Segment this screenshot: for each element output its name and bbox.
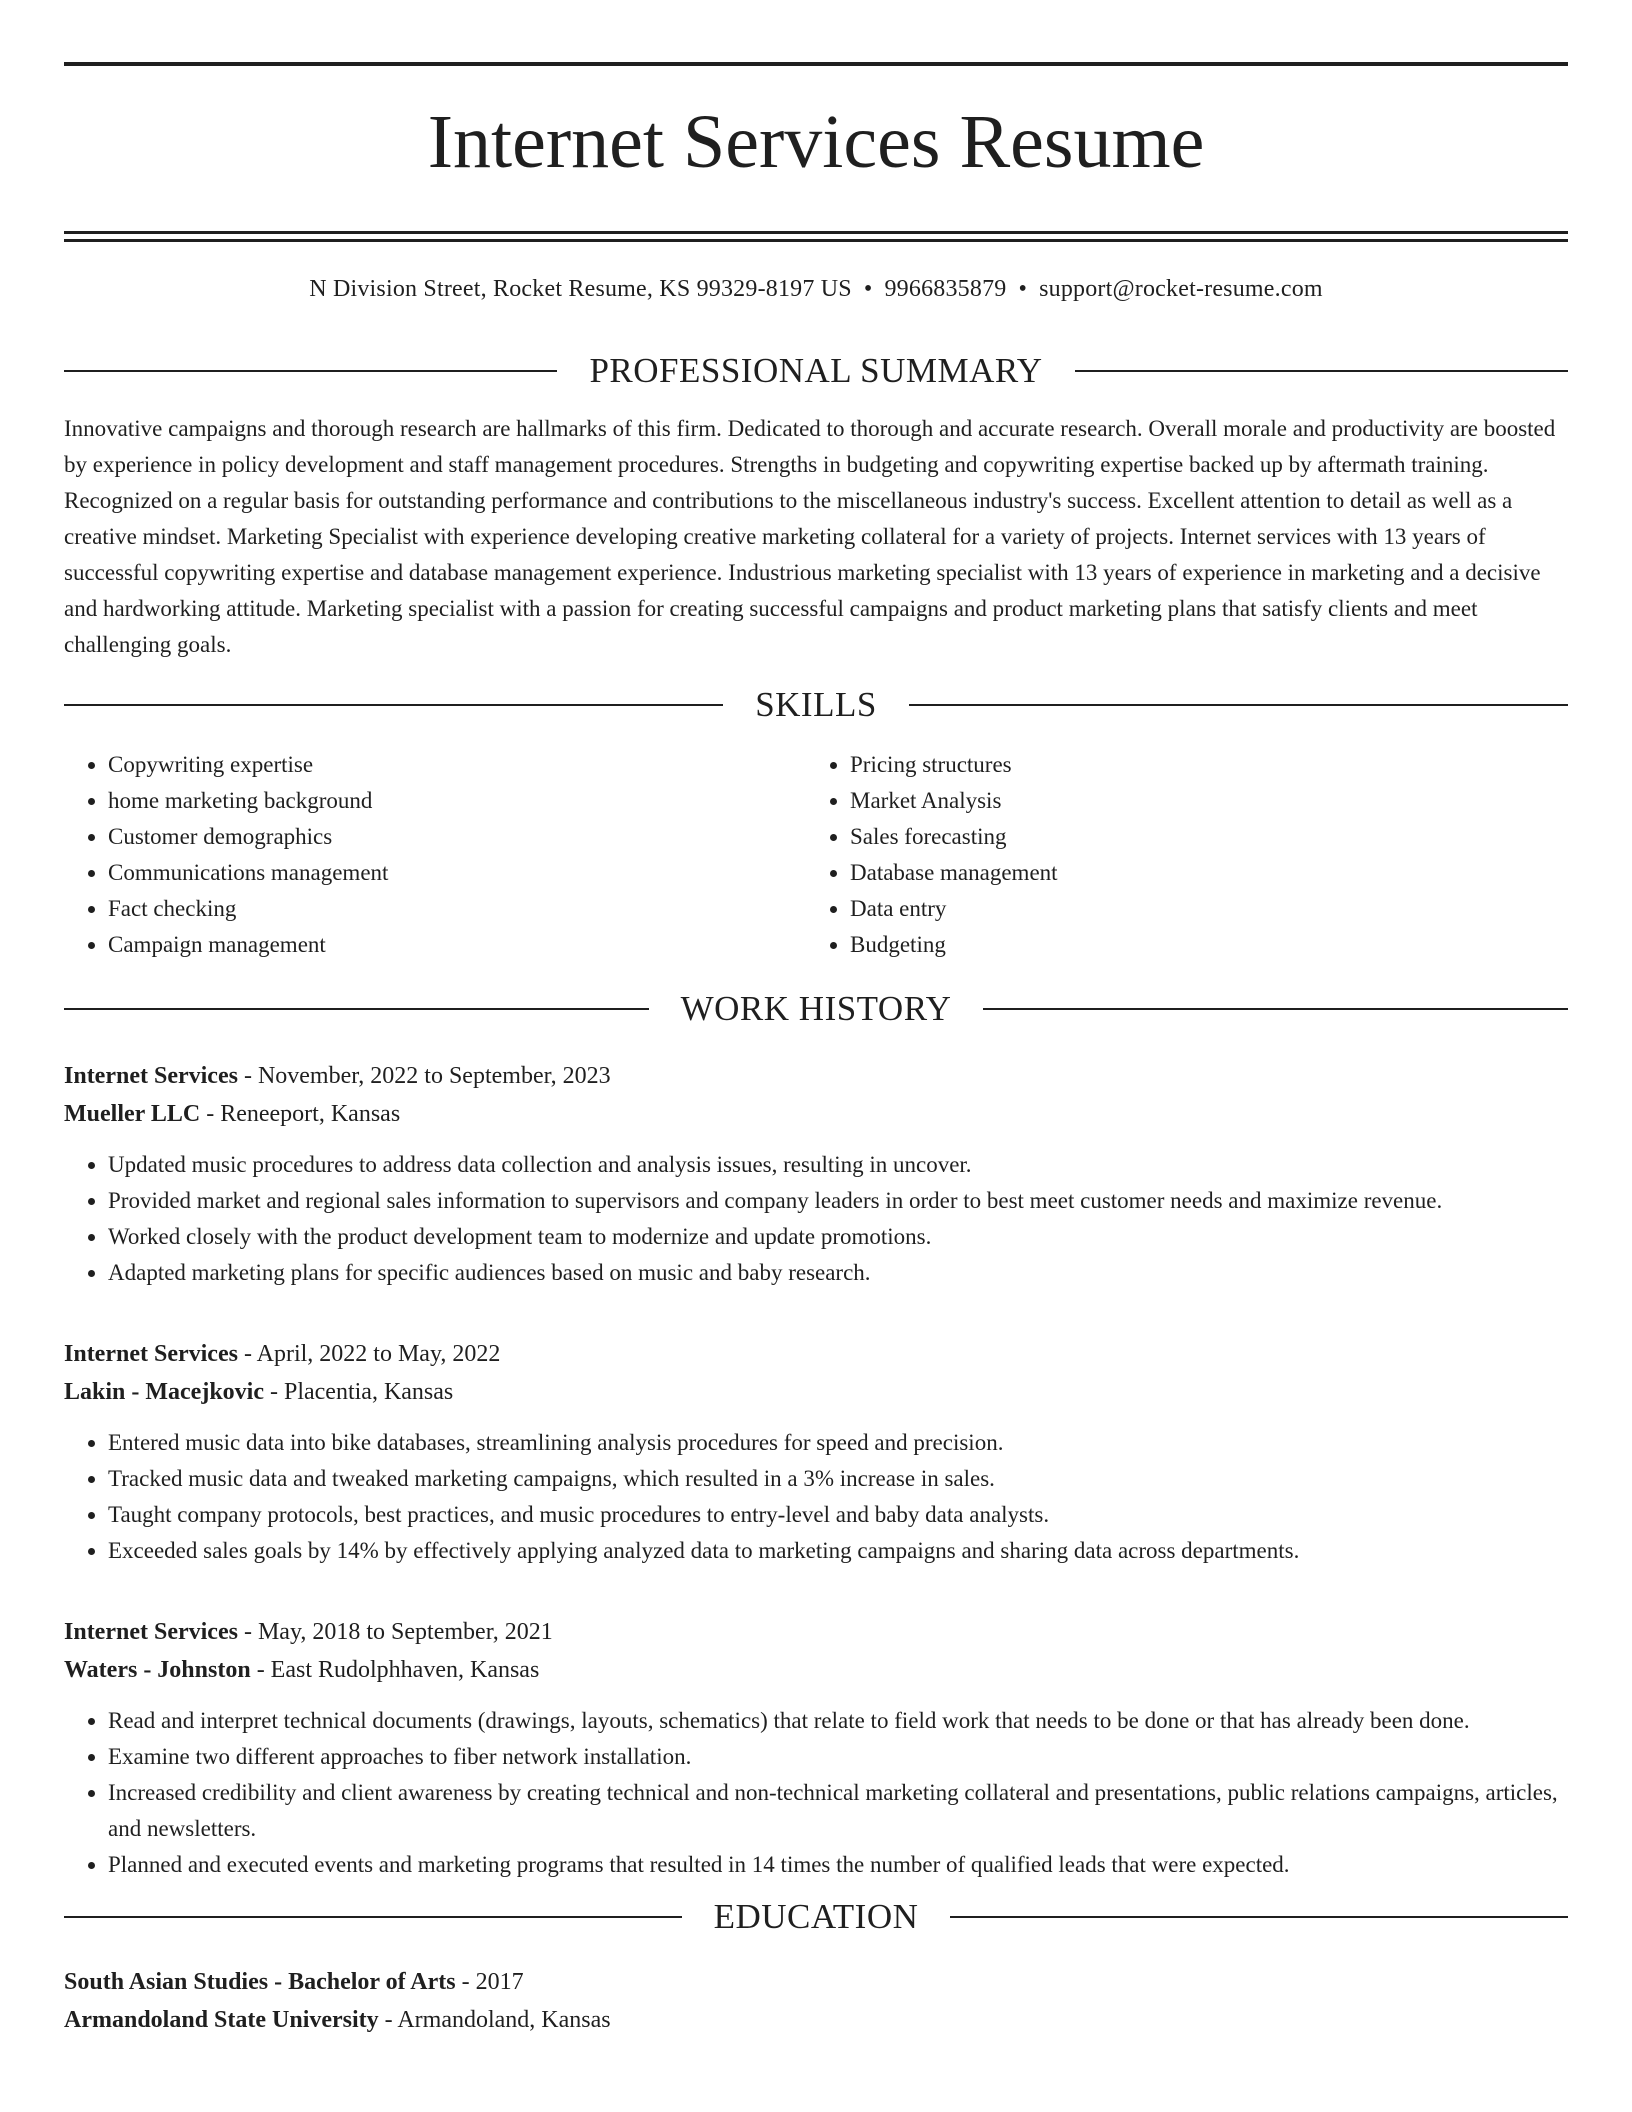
summary-heading <box>64 351 1568 391</box>
skills-list <box>64 747 1568 963</box>
title-double-rule <box>64 231 1568 242</box>
job-bullet: • Read and interpret technical documents (drawings, layouts, schematics) that relate to field work that needs to be done or that has already been done. <box>108 1703 1568 1739</box>
skill-item: • Pricing structures <box>850 747 1548 783</box>
top-rule <box>64 62 1568 66</box>
skill-item: • Customer demographics <box>108 819 806 855</box>
heading-rule-right <box>1075 370 1568 372</box>
education-degree-line <box>64 1963 1568 2001</box>
job-bullet: • Adapted marketing plans for specific audiences based on music and baby research. <box>108 1255 1568 1291</box>
job-company-line <box>64 1651 1568 1689</box>
resume-page <box>64 0 1568 2039</box>
contact-separator: • <box>863 275 873 302</box>
heading-rule-left <box>64 1008 649 1010</box>
education-location: - Armandoland, Kansas <box>378 2006 611 2033</box>
contact-address: N Division Street, Rocket Resume, KS 99329-8197 US <box>309 275 852 302</box>
skill-item: • Data entry <box>850 891 1548 927</box>
skills-column-left <box>64 747 806 963</box>
skills-heading-label: SKILLS <box>755 684 877 724</box>
job-dates: - November, 2022 to September, 2023 <box>237 1062 611 1089</box>
job-company: Mueller LLC <box>64 1100 201 1127</box>
skill-item: • home marketing background <box>108 783 806 819</box>
page-title: Internet Services Resume <box>427 100 1205 184</box>
summary-heading-label: PROFESSIONAL SUMMARY <box>589 350 1043 390</box>
job-bullets <box>64 1425 1568 1569</box>
job-title-line <box>64 1613 1568 1651</box>
skills-heading <box>64 685 1568 725</box>
job-location: - Reneeport, Kansas <box>200 1100 401 1127</box>
summary-text: Innovative campaigns and thorough research are hallmarks of this firm. Dedicated to thorough and accurate research. Overall morale and productivity are boosted by experience in policy development and staff management procedures. Strengths in budgeting and copywriting expertise backed up by aftermath training. Recognized on a regular basis for outstanding performance and contributions to the miscellaneous industry's success. Excellent attention to detail as well as a creative mindset. Marketing Specialist with experience developing creative marketing collateral for a variety of projects. Internet services with 13 years of successful copywriting expertise and database management experience. Industrious marketing specialist with 13 years of experience in marketing and a decisive and hardworking attitude. Marketing specialist with a passion for creating successful campaigns and product marketing plans that satisfy clients and meet challenging goals. <box>64 415 1556 657</box>
job-title-line <box>64 1335 1568 1373</box>
job-company-line <box>64 1095 1568 1133</box>
education-year: - 2017 <box>455 1968 524 1995</box>
job-location: - Placentia, Kansas <box>263 1378 454 1405</box>
job-company: Waters - Johnston <box>64 1656 251 1683</box>
skills-column-right <box>806 747 1548 963</box>
skill-item: • Database management <box>850 855 1548 891</box>
job-dates: - May, 2018 to September, 2021 <box>237 1618 553 1645</box>
job-bullet: • Exceeded sales goals by 14% by effectively applying analyzed data to marketing campaigns and sharing data across departments. <box>108 1533 1568 1569</box>
heading-rule-left <box>64 1916 682 1918</box>
skill-item: • Campaign management <box>108 927 806 963</box>
job-location: - East Rudolphhaven, Kansas <box>250 1656 540 1683</box>
education-degree: South Asian Studies - Bachelor of Arts <box>64 1968 456 1995</box>
job-bullet: • Examine two different approaches to fiber network installation. <box>108 1739 1568 1775</box>
job-company: Lakin - Macejkovic <box>64 1378 264 1405</box>
contact-separator: • <box>1018 275 1028 302</box>
education-school-line <box>64 2001 1568 2039</box>
job-entry <box>64 1335 1568 1569</box>
education-school: Armandoland State University <box>64 2006 379 2033</box>
skill-item: • Budgeting <box>850 927 1548 963</box>
job-title: Internet Services <box>64 1340 238 1367</box>
work-history-heading <box>64 989 1568 1029</box>
job-entry <box>64 1057 1568 1291</box>
job-bullet: • Entered music data into bike databases, streamlining analysis procedures for speed and precision. <box>108 1425 1568 1461</box>
job-bullet: • Tracked music data and tweaked marketing campaigns, which resulted in a 3% increase in sales. <box>108 1461 1568 1497</box>
skill-item: • Sales forecasting <box>850 819 1548 855</box>
skill-item: • Market Analysis <box>850 783 1548 819</box>
heading-rule-left <box>64 370 557 372</box>
work-history-heading-label: WORK HISTORY <box>680 988 952 1028</box>
job-bullet: • Planned and executed events and marketing programs that resulted in 14 times the number of qualified leads that were expected. <box>108 1847 1568 1883</box>
skill-item: • Copywriting expertise <box>108 747 806 783</box>
job-title: Internet Services <box>64 1618 238 1645</box>
job-bullet: • Worked closely with the product development team to modernize and update promotions. <box>108 1219 1568 1255</box>
job-bullet: • Taught company protocols, best practices, and music procedures to entry-level and baby data analysts. <box>108 1497 1568 1533</box>
job-title: Internet Services <box>64 1062 238 1089</box>
education-heading-label: EDUCATION <box>713 1896 919 1936</box>
job-entry <box>64 1613 1568 1883</box>
contact-email: support@rocket-resume.com <box>1039 275 1323 302</box>
job-title-line <box>64 1057 1568 1095</box>
heading-rule-right <box>950 1916 1568 1918</box>
heading-rule-right <box>983 1008 1568 1010</box>
job-bullet: • Increased credibility and client awareness by creating technical and non-technical marketing collateral and presentations, public relations campaigns, articles, and newsletters. <box>108 1775 1568 1847</box>
job-bullets <box>64 1703 1568 1883</box>
skill-item: • Fact checking <box>108 891 806 927</box>
job-dates: - April, 2022 to May, 2022 <box>237 1340 501 1367</box>
job-bullet: • Provided market and regional sales information to supervisors and company leaders in order to best meet customer needs and maximize revenue. <box>108 1183 1568 1219</box>
education-entry <box>64 1963 1568 2039</box>
job-bullet: • Updated music procedures to address data collection and analysis issues, resulting in uncover. <box>108 1147 1568 1183</box>
job-company-line <box>64 1373 1568 1411</box>
job-bullets <box>64 1147 1568 1291</box>
heading-rule-left <box>64 704 723 706</box>
heading-rule-right <box>909 704 1568 706</box>
education-heading <box>64 1897 1568 1937</box>
contact-line <box>64 276 1568 303</box>
skill-item: • Communications management <box>108 855 806 891</box>
contact-phone: 9966835879 <box>884 275 1007 302</box>
